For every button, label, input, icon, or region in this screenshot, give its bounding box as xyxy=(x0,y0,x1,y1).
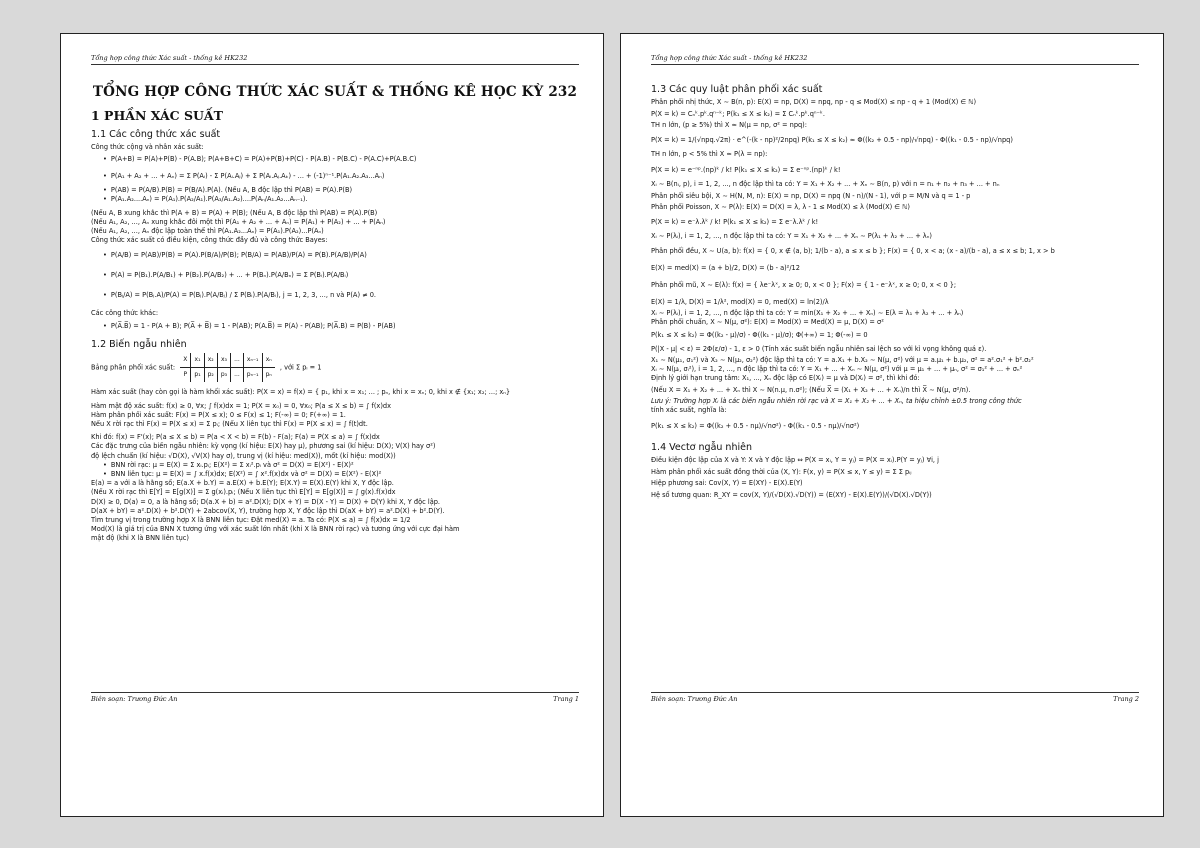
formula-line: Phân phối chuẩn, X ∼ N(μ, σ²): E(X) = Mod(X) = Med(X) = μ, D(X) = σ² xyxy=(651,318,884,327)
formula-line: X₁ ∼ N(μ₁, σ₁²) và X₂ ∼ N(μ₂, σ₂²) độc lập thì ta có: Y = a.X₁ + b.X₂ ∼ N(μ, σ²) với μ = a.μ₁ + b.μ₂, σ² = a².σ₁² + b².σ₂² xyxy=(651,355,1034,364)
document-title: TỔNG HỢP CÔNG THỨC XÁC SUẤT & THỐNG KÊ HỌC KỲ 232 xyxy=(92,84,578,100)
page-footer xyxy=(91,692,579,703)
table-cell: ... xyxy=(231,353,244,368)
formula-item: • P(A₁ + A₂ + ... + Aₙ) = Σ P(Aᵢ) - Σ P(Aᵢ.Aⱼ) + Σ P(Aᵢ.Aⱼ.Aₖ) - ... + (-1)ⁿ⁻¹.P(A₁.A₂.A₃...Aₙ) xyxy=(103,166,579,186)
page-header: Tổng hợp công thức Xác suất - thống kê HK232 xyxy=(651,54,1139,65)
formula-line: D(X) ≥ 0, D(a) = 0, a là hằng số; D(a.X + b) = a².D(X); D(X + Y) = D(X - Y) = D(X) + D(Y) khi X, Y độc lập. xyxy=(91,497,441,506)
formula-line: Hàm mật độ xác suất: f(x) ≥ 0, ∀x; ∫ f(x)dx = 1; P(X = x₀) = 0, ∀x₀; P(a ≤ X ≤ b) = ∫ f(x)dx xyxy=(91,401,391,410)
paragraph: Công thức cộng và nhân xác suất: xyxy=(91,143,204,151)
formula-item: • P(Bⱼ/A) = P(Bⱼ.A)/P(A) = P(Bⱼ).P(A/Bⱼ) / Σ P(Bᵢ).P(A/Bᵢ), j = 1, 2, 3, ..., n và P(A) ≠ 0. xyxy=(103,285,579,305)
formula-line: P(X = k) = e⁻ⁿᵖ.(np)ᵏ / k! P(k₁ ≤ X ≤ k₂) = Σ e⁻ⁿᵖ.(np)ᵏ / k! xyxy=(651,165,841,174)
table-label: Bảng phân phối xác suất: xyxy=(91,363,176,372)
formula-line: E(X) = med(X) = (a + b)/2, D(X) = (b - a)²/12 xyxy=(651,264,800,273)
table-cell: xₙ xyxy=(262,353,275,368)
subsection-heading: 1.2 Biến ngẫu nhiên xyxy=(91,338,187,350)
formula-line: Xᵢ ∼ N(μᵢ, σᵢ²), i = 1, 2, ..., n độc lập thì ta có: Y = X₁ + ... + Xₙ ∼ N(μ, σ²) với μ = μ₁ + ... + μₙ, σ² = σ₁² + ... + σₙ² xyxy=(651,364,1023,373)
table-cell: ... xyxy=(231,367,244,382)
table-cell: x₁ xyxy=(191,353,204,368)
formula-item: • P(A/B) = P(AB)/P(B) = P(A).P(B/A)/P(B); P(B/A) = P(AB)/P(A) = P(B).P(A/B)/P(A) xyxy=(103,245,579,265)
formula-line: P(X = k) = e⁻λ.λᵏ / k! P(k₁ ≤ X ≤ k₂) = Σ e⁻λ.λᵏ / k! xyxy=(651,218,819,227)
page-footer xyxy=(651,692,1139,703)
paragraph: Các công thức khác: xyxy=(91,309,159,318)
note-line: tính xác suất, nghĩa là: xyxy=(651,406,727,415)
formula-line: Mod(X) là giá trị của BNN X tương ứng với xác suất lớn nhất (khi X là BNN rời rạc) và tương ứng với cực đại hàm xyxy=(91,525,460,534)
distribution-table-line xyxy=(91,353,579,382)
formula-line: Phân phối siêu bội, X ∼ H(N, M, n): E(X) = np, D(X) = npq (N - n)/(N - 1), với p = M/N và q = 1 - p xyxy=(651,191,971,200)
formula-item: • P(A) = P(B₁).P(A/B₁) + P(B₂).P(A/B₂) + ... + P(Bₙ).P(A/Bₙ) = Σ P(Bᵢ).P(A/Bᵢ) xyxy=(103,265,579,285)
document-page-2 xyxy=(620,33,1164,817)
table-cell: x₂ xyxy=(204,353,217,368)
subsection-heading: 1.3 Các quy luật phân phối xác suất xyxy=(651,84,823,95)
distribution-table xyxy=(180,353,275,382)
note-line: Lưu ý: Trường hợp Xᵢ là các biến ngẫu nhiên rời rạc và X = X₁ + X₂ + ... + Xₙ, ta hiệu chỉnh ±0.5 trong công thức xyxy=(651,397,1022,406)
note-line: (Nếu A₁, A₂, ..., Aₙ độc lập toàn thể thì P(A₁.A₂...Aₙ) = P(A₁).P(A₂)...P(Aₙ) xyxy=(91,227,324,236)
note-line: (Nếu A₁, A₂, ..., Aₙ xung khắc đôi một thì P(A₁ + A₂ + ... + Aₙ) = P(A₁) + P(A₂) + ... + P(Aₙ) xyxy=(91,217,386,226)
formula-item: • BNN rời rạc: μ = E(X) = Σ xᵢ.pᵢ; E(X²) = Σ xᵢ².pᵢ và σ² = D(X) = E(X²) - E(X)² xyxy=(103,461,579,470)
formula-item: • P(A+B) = P(A)+P(B) - P(A.B); P(A+B+C) = P(A)+P(B)+P(C) - P(A.B) - P(B.C) - P(A.C)+P(A.B.C) xyxy=(103,152,579,166)
formula-line: D(aX + bY) = a².D(X) + b².D(Y) + 2abcov(X, Y), trường hợp X, Y độc lập thì D(aX + bY) = a².D(X) + b².D(Y). xyxy=(91,506,445,515)
formula-line: Điều kiện độc lập của X và Y: X và Y độc lập ⇔ P(X = xᵢ, Y = yⱼ) = P(X = xᵢ).P(Y = yⱼ) ∀i, j xyxy=(651,455,939,464)
page-number: Trang 1 xyxy=(553,695,579,703)
table-tail: , với Σ pᵢ = 1 xyxy=(279,363,322,372)
note-line: (Nếu A, B xung khắc thì P(A + B) = P(A) + P(B); (Nếu A, B độc lập thì P(AB) = P(A).P(B) xyxy=(91,208,378,217)
formula-line: E(a) = a với a là hằng số; E(a.X + b.Y) = a.E(X) + b.E(Y); E(X.Y) = E(X).E(Y) khi X, Y độc lập. xyxy=(91,479,394,488)
formula-line: P(|X - μ| < ε) = 2Φ(ε/σ) - 1, ε > 0 (Tính xác suất biến ngẫu nhiên sai lệch so với kì vọng không quá ε). xyxy=(651,344,987,353)
formula-line: Xᵢ ∼ B(nᵢ, p), i = 1, 2, ..., n độc lập thì ta có: Y = X₁ + X₂ + ... + Xₙ ∼ B(n, p) với n = n₁ + n₂ + n₃ + ... + nₙ xyxy=(651,179,1000,188)
table-cell: p₁ xyxy=(191,367,204,382)
table-cell: P xyxy=(183,370,188,378)
formula-line: mật độ (khi X là BNN liên tục) xyxy=(91,534,189,543)
formula-line: Xᵢ ∼ P(λᵢ), i = 1, 2, ..., n độc lập thì ta có: Y = min(X₁ + X₂ + ... + Xₙ) ∼ E(λ = λ₁ + λ₂ + ... + λₙ) xyxy=(651,309,964,318)
section-heading: 1 PHẦN XÁC SUẤT xyxy=(91,108,223,123)
page-header: Tổng hợp công thức Xác suất - thống kê HK232 xyxy=(91,54,579,65)
formula-item: • BNN liên tục: μ = E(X) = ∫ x.f(x)dx; E(X²) = ∫ x².f(x)dx và σ² = D(X) = E(X²) - E(X)² xyxy=(103,470,579,479)
formula-line: Phân phối đều, X ∼ U(a, b): f(x) = { 0, x ∉ (a, b); 1/(b - a), a ≤ x ≤ b }; F(x) = { 0, x < a; (x - a)/(b - a), a ≤ x ≤ b; 1, x > b xyxy=(651,247,1055,256)
formula-line: E(X) = 1/λ, D(X) = 1/λ², mod(X) = 0, med(X) = ln(2)/λ xyxy=(651,298,829,307)
page-content xyxy=(651,78,1139,678)
formula-item: • P(A₁.A₂....Aₙ) = P(A₁).P(A₂/A₁).P(A₃/A₁.A₂)....P(Aₙ/A₁.A₂...Aₙ₋₁). xyxy=(103,195,579,204)
formula-line: Định lý giới hạn trung tâm: X₁, ..., Xₙ độc lập có E(Xᵢ) = μ và D(Xᵢ) = σ², thì khi đó: xyxy=(651,374,920,383)
formula-line: Hiệp phương sai: Cov(X, Y) = E(XY) - E(X).E(Y) xyxy=(651,478,803,487)
formula-item: • P(AB) = P(A/B).P(B) = P(B/A).P(A). (Nếu A, B độc lập thì P(AB) = P(A).P(B) xyxy=(103,186,579,195)
formula-line: Phân phối Poisson, X ∼ P(λ): E(X) = D(X) = λ, λ - 1 ≤ Mod(X) ≤ λ (Mod(X) ∈ ℕ) xyxy=(651,202,910,211)
formula-line: P(X = k) = Cₙᵏ.pᵏ.qⁿ⁻ᵏ; P(k₁ ≤ X ≤ k₂) = Σ Cₙᵏ.pᵏ.qⁿ⁻ᵏ. xyxy=(651,110,825,119)
formula-line: P(X = k) = 1/(√npq.√2π) · e^(-(k - np)²/2npq) P(k₁ ≤ X ≤ k₂) ≈ Φ((k₂ + 0.5 - np)/√npq) - Φ((k₁ - 0.5 - np)/√npq) xyxy=(651,136,1013,145)
table-cell: pₙ₋₁ xyxy=(243,367,262,382)
formula-line: P(k₁ ≤ X ≤ k₂) = Φ((k₂ + 0.5 - nμ)/√nσ²) - Φ((k₁ - 0.5 - nμ)/√nσ²) xyxy=(651,421,860,430)
subsection-heading: 1.4 Vectơ ngẫu nhiên xyxy=(651,441,752,453)
table-cell: pₙ xyxy=(262,367,275,382)
formula-line: Hàm phân phối xác suất: F(x) = P(X ≤ x); 0 ≤ F(x) ≤ 1; F(-∞) = 0; F(+∞) = 1. xyxy=(91,410,346,419)
formula-line: Tìm trung vị trong trường hợp X là BNN liên tục: Đặt med(X) = a. Ta có: P(X ≤ a) = ∫ f(x)dx = 1/2 xyxy=(91,516,411,525)
formula-line: Phân phối nhị thức, X ∼ B(n, p): E(X) = np, D(X) = npq, np - q ≤ Mod(X) ≤ np - q + 1 (Mod(X) ∈ ℕ) xyxy=(651,98,977,106)
table-cell: x₃ xyxy=(217,353,230,368)
formula-line: Hệ số tương quan: R_XY = cov(X, Y)/(√D(X).√D(Y)) = (E(XY) - E(X).E(Y))/(√D(X).√D(Y)) xyxy=(651,491,932,500)
formula-line: (Nếu X = X₁ + X₂ + ... + Xₙ thì X ∼ N(n.μ, n.σ²); (Nếu X̅ = (X₁ + X₂ + ... + Xₙ)/n thì X̅ ∼ N(μ, σ²/n). xyxy=(651,386,971,395)
footer-author: Biên soạn: Trương Đức An xyxy=(651,695,738,703)
formula-line: Xᵢ ∼ P(λᵢ), i = 1, 2, ..., n độc lập thì ta có: Y = X₁ + X₂ + ... + Xₙ ∼ P(λ₁ + λ₂ + ... + λₙ) xyxy=(651,232,932,241)
table-cell: p₂ xyxy=(204,367,217,382)
formula-line: Khi đó: f(x) = F'(x); P(a ≤ X ≤ b) = P(a < X < b) = F(b) - F(a); F(a) = P(X ≤ a) = ∫ f(x)dx xyxy=(91,433,380,442)
document-page-1 xyxy=(60,33,604,817)
formula-line: Phân phối mũ, X ∼ E(λ): f(x) = { λe⁻λˣ, x ≥ 0; 0, x < 0 }; F(x) = { 1 - e⁻λˣ, x ≥ 0; 0, x < 0 }; xyxy=(651,281,957,290)
formula-line: P(k₁ ≤ X ≤ k₂) = Φ((k₂ - μ)/σ) - Φ((k₁ - μ)/σ); Φ(+∞) = 1; Φ(-∞) = 0 xyxy=(651,330,868,339)
table-cell: X xyxy=(180,353,191,368)
formula-line: Hàm phân phối xác suất đồng thời của (X, Y): F(x, y) = P(X ≤ x, Y ≤ y) = Σ Σ pᵢⱼ xyxy=(651,467,912,476)
table-cell: xₙ₋₁ xyxy=(243,353,262,368)
formula-line: Các đặc trưng của biến ngẫu nhiên: kỳ vọng (kí hiệu: E(X) hay μ), phương sai (kí hiệu: D(X); V(X) hay σ²) xyxy=(91,442,436,451)
page-number: Trang 2 xyxy=(1113,695,1139,703)
formula-line: Nếu X rời rạc thì F(x) = P(X ≤ x) = Σ pᵢ; (Nếu X liên tục thì F(x) = P(X ≤ x) = ∫ f(t)dt. xyxy=(91,420,368,429)
formula-line: (Nếu X rời rạc thì E[Y] = E[g(X)] = Σ g(xᵢ).pᵢ; (Nếu X liên tục thì E[Y] = E[g(X)] = ∫ g(x).f(x)dx xyxy=(91,488,396,497)
footer-author: Biên soạn: Trương Đức An xyxy=(91,695,178,703)
paragraph: Công thức xác suất có điều kiện, công thức đầy đủ và công thức Bayes: xyxy=(91,236,328,245)
formula-item: • P(A̅.B̅) = 1 - P(A + B); P(A̅ + B̅) = 1 - P(AB); P(A.B̅) = P(A) - P(AB); P(A̅.B) = P(B) - P(AB) xyxy=(103,319,579,333)
formula-line: Hàm xác suất (hay còn gọi là hàm khối xác suất): P(X = x) = f(x) = { p₁, khi x = x₁; ... ; pₙ, khi x = xₙ; 0, khi x ∉ {x₁; x₂; ...; xₙ} xyxy=(91,387,511,396)
formula-line: TH n lớn, p < 5% thì X ≈ P(λ = np): xyxy=(651,150,768,159)
table-cell: p₃ xyxy=(217,367,230,382)
formula-line: TH n lớn, (p ≥ 5%) thì X ≈ N(μ = np, σ² = npq): xyxy=(651,121,807,130)
page-content xyxy=(91,78,579,678)
formula-line: độ lệch chuẩn (kí hiệu: √D(X), √V(X) hay σ), trung vị (kí hiệu: med(X)), mốt (kí hiệu: mod(X)) xyxy=(91,451,396,460)
subsection-heading: 1.1 Các công thức xác suất xyxy=(91,129,221,140)
